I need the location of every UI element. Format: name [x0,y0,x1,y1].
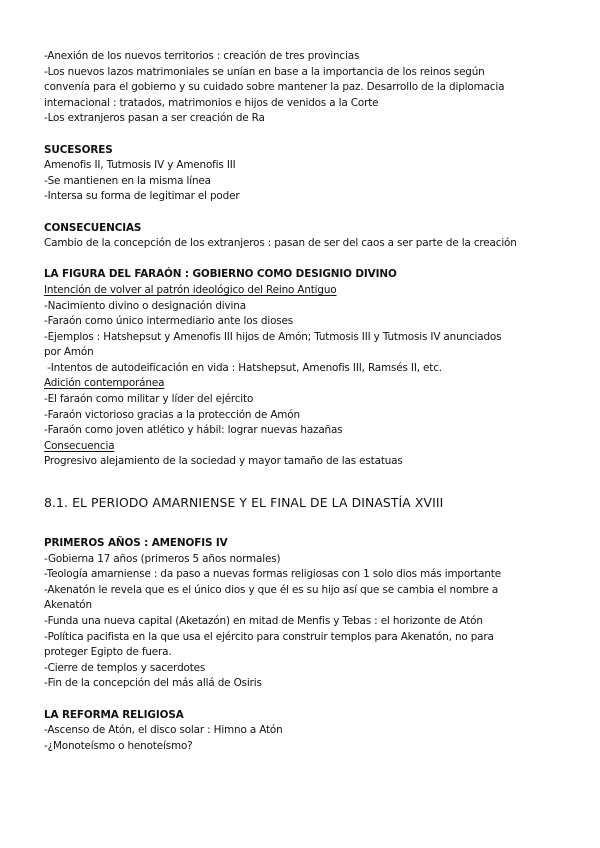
text-line: -Nacimiento divino o designación divina [44,299,246,312]
text-line: -Faraón como joven atlético y hábil: lograr nuevas hazañas [44,424,343,437]
text-line: -Faraón como único intermediario ante los dioses [44,315,294,328]
text-line: por Amón [44,346,94,359]
reforma-section [44,708,564,755]
text-line: Amenofis II, Tutmosis IV y Amenofis III [44,159,236,172]
text-line: -Teología amarniense : da paso a nuevas formas religiosas con 1 solo dios más importante [44,568,501,581]
consecuencias-section [44,221,564,252]
text-line: -Se mantienen en la misma línea [44,174,211,187]
subheading: Adición contemporánea [44,377,165,390]
text-line: Cambio de la concepción de los extranjeros : pasan de ser del caos a ser parte de la creación [44,237,517,250]
text-line: -Fin de la concepción del más allá de Osiris [44,677,262,690]
text-line: -Cierre de templos y sacerdotes [44,661,206,674]
text-line: -Funda una nueva capital (Aketazón) en mitad de Menfis y Tebas : el horizonte de Atón [44,615,483,627]
text-line: -¿Monoteísmo o henoteísmo? [44,739,193,752]
section-heading: CONSECUENCIAS [44,221,142,234]
text-line: -Política pacifista en la que usa el ejército para construir templos para Akenatón, no para [44,630,494,643]
sucesores-section [44,143,564,205]
text-line: proteger Egipto de fuera. [44,646,172,659]
text-line: -Anexión de los nuevos territorios : creación de tres provincias [44,50,360,62]
text-line: Progresivo alejamiento de la sociedad y mayor tamaño de las estatuas [44,455,403,468]
subheading: Consecuencia [44,439,115,452]
primeros-section [44,536,564,692]
farao-section [44,267,564,470]
chapter-title: 8.1. EL PERIODO AMARNIENSE Y EL FINAL DE LA DINASTÍA XVIII [44,495,444,511]
text-line: -Akenatón le revela que es el único dios y que él es su hijo así que se cambia el nombre a [44,583,499,596]
text-line: -Faraón victorioso gracias a la protección de Amón [44,408,300,421]
text-line: -Intentos de autodeificación en vida : Hatshepsut, Amenofis III, Ramsés II, etc. [44,361,442,374]
section-heading: LA REFORMA RELIGIOSA [44,708,184,721]
text-line: -Intersa su forma de legitimar el poder [44,190,240,203]
document-page [44,49,564,754]
text-line: convenía para el gobierno y su cuidado sobre mantener la paz. Desarrollo de la diplomacia [44,81,505,94]
text-line: -Ascenso de Atón, el disco solar : Himno a Atón [44,724,283,737]
text-line: -Ejemplos : Hatshepsut y Amenofis III hijos de Amón; Tutmosis III y Tutmosis IV anunciados [44,330,502,343]
intro-block [44,49,564,127]
text-line: -Gobierna 17 años (primeros 5 años normales) [44,552,281,565]
section-heading: SUCESORES [44,143,113,156]
section-heading: LA FIGURA DEL FARAÓN : GOBIERNO COMO DESIGNIO DIVINO [44,268,397,281]
text-line: -Los extranjeros pasan a ser creación de Ra [44,112,265,125]
text-line: -Los nuevos lazos matrimoniales se unían en base a la importancia de los reinos según [44,65,485,78]
text-line: internacional : tratados, matrimonios e hijos de venidos a la Corte [44,96,379,109]
text-line: -El faraón como militar y líder del ejército [44,393,254,406]
text-line: Akenatón [44,599,92,612]
section-heading: PRIMEROS AÑOS : AMENOFIS IV [44,537,228,550]
subheading: Intención de volver al patrón ideológico del Reino Antiguo [44,283,337,296]
